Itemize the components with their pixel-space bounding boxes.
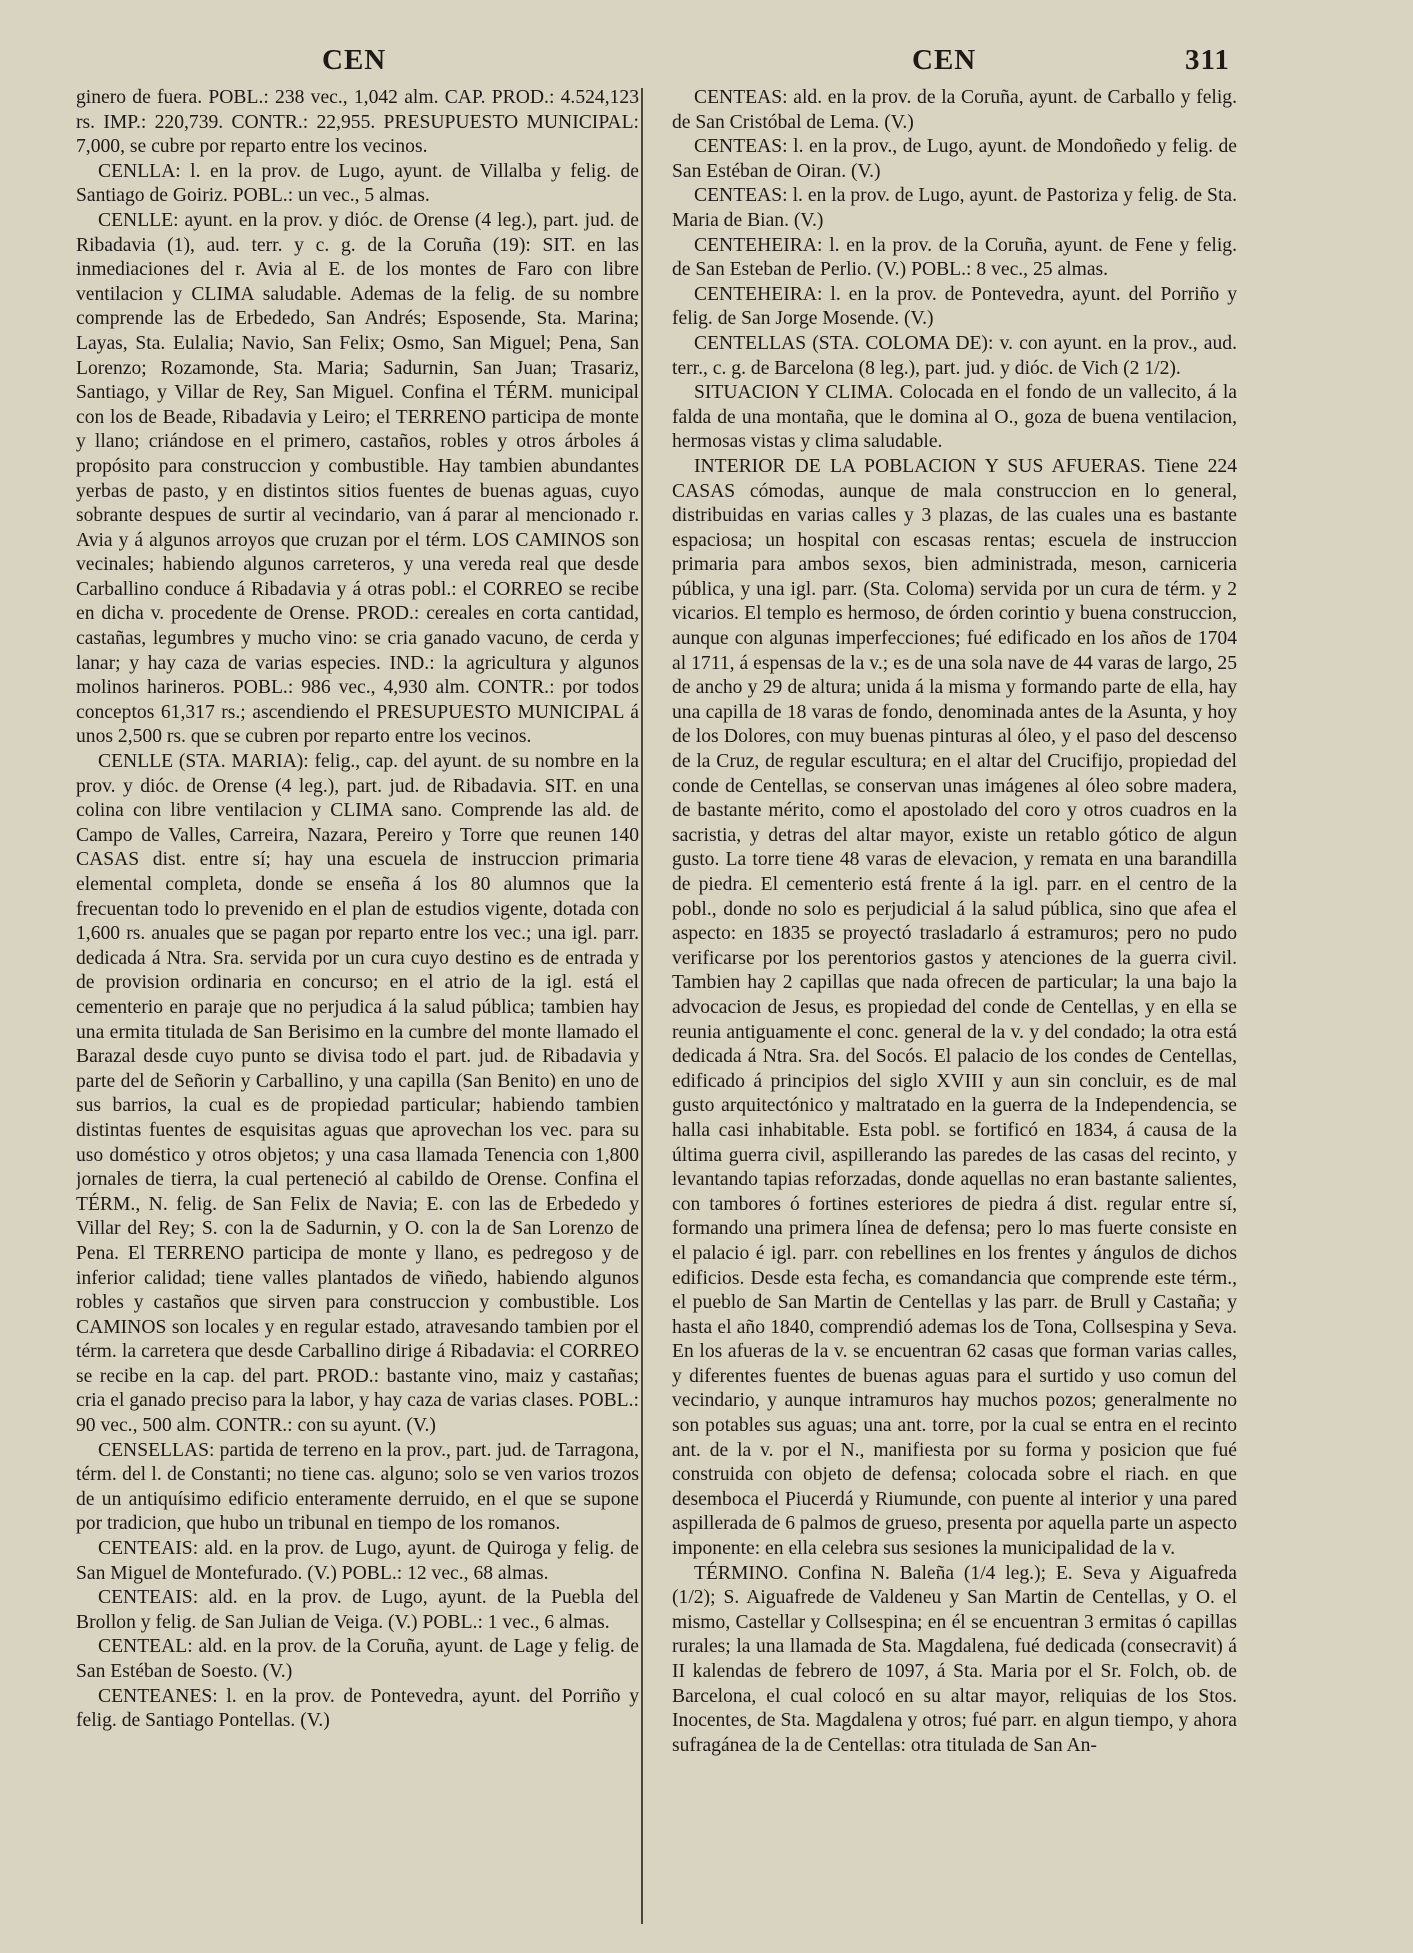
entry-paragraph: CENTEAIS: ald. en la prov. de Lugo, ayunt. de la Puebla del Brollon y felig. de San Julian de Veiga. (V.) POBL.: 1 vec., 6 almas. [76,1587,639,1633]
entry-paragraph: CENTEHEIRA: l. en la prov. de Pontevedra, ayunt. del Porriño y felig. de San Jorge Mosende. (V.) [672,283,1237,330]
entry-paragraph: CENLLE: ayunt. en la prov. y dióc. de Orense (4 leg.), part. jud. de Ribadavia (1), aud. terr. y c. g. de la Coruña (19): SIT. en las inmediaciones del r. Avia al E. de los montes de Faro con libre ventilacion y CLIMA saludable. Ademas de la felig. de su nombre comprende las de Erbededo, San Andrés; Esposende, Sta. Marina; Layas, Sta. Eulalia; Navio, San Felix; Osmo, San Miguel; Pena, San Lorenzo; Rozamonde, Sta. Maria; Sadurnin, San Juan; Trasariz, Santiago, y Villar de Rey, San Miguel. Confina el TÉRM. municipal con los de Beade, Ribadavia y Leiro; el TERRENO participa de monte y llano; criándose en el primero, castaños, robles y otros árboles á propósito para construccion y combustible. Hay tambien abundantes yerbas de pasto, y en distintos sitios fuentes de buenas aguas, cuyo sobrante despues de surtir al vecindario, van á parar al mencionado r. Avia y á algunos arroyos que cruzan por el térm. LOS CAMINOS son vecinales; habiendo algunos carreteros, y una vereda real que desde Carballino conduce á Ribadavia y á otras pobl.: el CORREO se recibe en dicha v. procedente de Orense. PROD.: cereales en corta cantidad, castañas, legumbres y mucho vino: se cria ganado vacuno, de cerda y lanar; y hay caza de varias especies. IND.: la agricultura y algunos molinos harineros. POBL.: 986 vec., 4,930 alm. CONTR.: por todos conceptos 61,317 rs.; ascendiendo el PRESUPUESTO MUNICIPAL á unos 2,500 rs. que se cubren por reparto entre los vecinos. [76,209,639,748]
entry-paragraph: TÉRMINO. Confina N. Baleña (1/4 leg.); E. Seva y Aiguafreda (1/2); S. Aiguafrede de Valdeneu y San Martin de Centellas, y O. el mismo, Castellar y Collsespina; en él se encuentran 3 ermitas ó capillas rurales; la una llamada de Sta. Magdalena, fué dedicada (consecravit) á II kalendas de febrero de 1097, á Sta. Maria por el Sr. Folch, ob. de Barcelona, el cual colocó en su altar mayor, reliquias de los Stos. Inocentes, de Sta. Magdalena y otros; fué parr. en algun tiempo, y ahora sufragánea de la de Centellas: otra titulada de San An- [672,1562,1237,1756]
entry-paragraph: SITUACION Y CLIMA. Colocada en el fondo de un vallecito, á la falda de una montaña, que le domina al O., goza de buena ventilacion, hermosas vistas y clima saludable. [672,382,1237,453]
right-column [672,86,1237,1941]
entry-paragraph: CENTEHEIRA: l. en la prov. de la Coruña, ayunt. de Fene y felig. de San Esteban de Perlio. (V.) POBL.: 8 vec., 25 almas. [672,234,1237,281]
entry-paragraph: CENTEAIS: ald. en la prov. de Lugo, ayunt. de Quiroga y felig. de San Miguel de Montefurado. (V.) POBL.: 12 vec., 68 almas. [76,1538,639,1584]
running-head-left: CEN [322,44,387,76]
entry-paragraph: CENTELLAS (STA. COLOMA DE): v. con ayunt. en la prov., aud. terr., c. g. de Barcelona (8 leg.), part. jud. y dióc. de Vich (2 1/2). [672,332,1237,379]
entry-paragraph: CENTEANES: l. en la prov. de Pontevedra, ayunt. del Porriño y felig. de Santiago Pontellas. (V.) [76,1685,639,1732]
entry-paragraph: ginero de fuera. POBL.: 238 vec., 1,042 alm. CAP. PROD.: 4.524,123 rs. IMP.: 220,739. CONTR.: 22,955. PRESUPUESTO MUNICIPAL: 7,000, se cubre por reparto entre los vecinos. [76,87,639,158]
entry-paragraph: CENTEAS: l. en la prov., de Lugo, ayunt. de Mondoñedo y felig. de San Estéban de Oiran. (V.) [672,136,1237,182]
entry-paragraph: CENTEAS: ald. en la prov. de la Coruña, ayunt. de Carballo y felig. de San Cristóbal de Lema. (V.) [672,87,1237,133]
running-head-right: CEN [912,44,977,76]
entry-paragraph: INTERIOR DE LA POBLACION Y SUS AFUERAS. Tiene 224 CASAS cómodas, aunque de mala construccion en lo general, distribuidas en varias calles y 3 plazas, de las cuales una es bastante espaciosa; un hospital con escasas rentas; escuela de instruccion primaria para ambos sexos, bien administrada, meson, carniceria pública, y una igl. parr. (Sta. Coloma) servida por un cura de térm. y 2 vicarios. El templo es hermoso, de órden corintio y buena construccion, aunque con algunas imperfecciones; fué edificado en los años de 1704 al 1711, á espensas de la v.; es de una sola nave de 44 varas de largo, 25 de ancho y 29 de altura; unida á la misma y formando parte de ella, hay una capilla de 18 varas de fondo, denominada antes de la Asunta, y hoy de los Dolores, con muy buenas pinturas al óleo, y el paso del descenso de la Cruz, de regular escultura; en el altar del Crucifijo, propiedad del conde de Centellas, se conservan unas imágenes al óleo sobre madera, de bastante mérito, como el apostolado del coro y otros cuadros en la sacristia, y detras del altar mayor, existe un retablo gótico de algun gusto. La torre tiene 48 varas de elevacion, y remata en una barandilla de piedra. El cementerio está frente á la igl. parr. en el centro de la pobl., donde no solo es perjudicial á la salud pública, sino que afea el aspecto: en 1835 se proyectó trasladarlo á estramuros; pero no pudo verificarse por los perentorios gastos y atenciones de la guerra civil. Tambien hay 2 capillas que nada ofrecen de particular; la una bajo la advocacion de Jesus, es propiedad del conde de Centellas, y en ella se reunia antiguamente el conc. general de la v. y del condado; la otra está dedicada á Ntra. Sra. del Socós. El palacio de los condes de Centellas, edificado á principios del siglo XVIII y aun sin concluir, es de mal gusto arquitectónico y maltratado en la guerra de la Independencia, se halla casi inhabitable. Esta pobl. se fortificó en 1834, á causa de la última guerra civil, aspillerando las paredes de las casas del recinto, y levantando tapias reforzadas, donde aquellas no eran bastante salientes, con tambores ó fortines esteriores de piedra á dist. regular entre sí, formando una primera línea de defensa; pero lo mas fuerte consiste en el palacio é igl. parr. con rebellines en los frentes y ángulos de dichos edificios. Desde esta fecha, es comandancia que comprende este térm., el pueblo de San Martin de Centellas y las parr. de Brull y Castaña; y hasta el año 1840, comprendió ademas los de Tona, Collsespina y Seva. En los afueras de la v. se encuentran 62 casas que forman varias calles, y diferentes fuentes de buenas aguas para el surtido y uso comun del vecindario, y aunque intramuros hay muchos pozos; generalmente no son potables sus aguas; una ant. torre, por la cual se entra en el recinto ant. de la v. por el N., manifiesta por su forma y posicion que fué construida con objeto de defensa; colocada sobre el riach. en que desemboca el Piucerdá y Riumunde, con puente al interior y una pared aspillerada de 6 palmos de grueso, presenta por aquella parte un aspecto imponente: en ella celebra sus sesiones la municipalidad de la v. [672,455,1237,1560]
left-column [76,86,639,1941]
entry-paragraph: CENSELLAS: partida de terreno en la prov., part. jud. de Tarragona, térm. del l. de Constanti; no tiene cas. alguno; solo se ven varios trozos de un antiquísimo edificio enteramente derruido, en el que se supone por tradicion, que hubo un tribunal en tiempo de los romanos. [76,1439,639,1535]
entry-paragraph: CENLLA: l. en la prov. de Lugo, ayunt. de Villalba y felig. de Santiago de Goiriz. POBL.: un vec., 5 almas. [76,160,639,207]
entry-paragraph: CENTEAL: ald. en la prov. de la Coruña, ayunt. de Lage y felig. de San Estéban de Soesto. (V.) [76,1636,639,1682]
page-number: 311 [1185,44,1230,76]
column-divider [641,88,643,1924]
entry-paragraph: CENLLE (STA. MARIA): felig., cap. del ayunt. de su nombre en la prov. y dióc. de Orense (4 leg.), part. jud. de Ribadavia. SIT. en una colina con libre ventilacion y CLIMA sano. Comprende las ald. de Campo de Valles, Carreira, Nazara, Pereiro y Torre que reunen 140 CASAS dist. entre sí; hay una escuela de instruccion primaria elemental completa, donde se enseña á los 80 alumnos que la frecuentan todo lo prevenido en el plan de estudios vigente, dotada con 1,600 rs. anuales que se pagan por reparto entre los vec.; una igl. parr. dedicada á Ntra. Sra. servida por un cura cuyo destino es de entrada y de provision ordinaria en concurso; en el atrio de la igl. está el cementerio en paraje que no perjudica á la salud pública; tambien hay una ermita titulada de San Berisimo en la cumbre del monte llamado el Barazal desde cuyo punto se divisa todo el part. jud. de Ribadavia y parte del de Señorin y Carballino, y una capilla (San Benito) en uno de sus barrios, la cual es de propiedad particular; habiendo tambien distintas fuentes de esquisitas aguas que aprovechan los vec. para su uso doméstico y otros objetos; y una casa llamada Tenencia con 1,800 jornales de tierra, la cual perteneció al cabildo de Orense. Confina el TÉRM., N. felig. de San Felix de Navia; E. con las de Erbededo y Villar del Rey; S. con la de Sadurnin, y O. con la de San Lorenzo de Pena. El TERRENO participa de monte y llano, es pedregoso y de inferior calidad; tiene valles plantados de viñedo, habiendo algunos robles y castaños que sirven para construccion y combustible. Los CAMINOS son locales y en regular estado, atravesando tambien por el térm. la carretera que desde Carballino dirige á Ribadavia: el CORREO se recibe en la cap. del part. PROD.: bastante vino, maiz y castañas; cria el ganado preciso para la labor, y hay caza de varias clases. POBL.: 90 vec., 500 alm. CONTR.: con su ayunt. (V.) [76,751,639,1437]
entry-paragraph: CENTEAS: l. en la prov. de Lugo, ayunt. de Pastoriza y felig. de Sta. Maria de Bian. (V.) [672,185,1237,231]
